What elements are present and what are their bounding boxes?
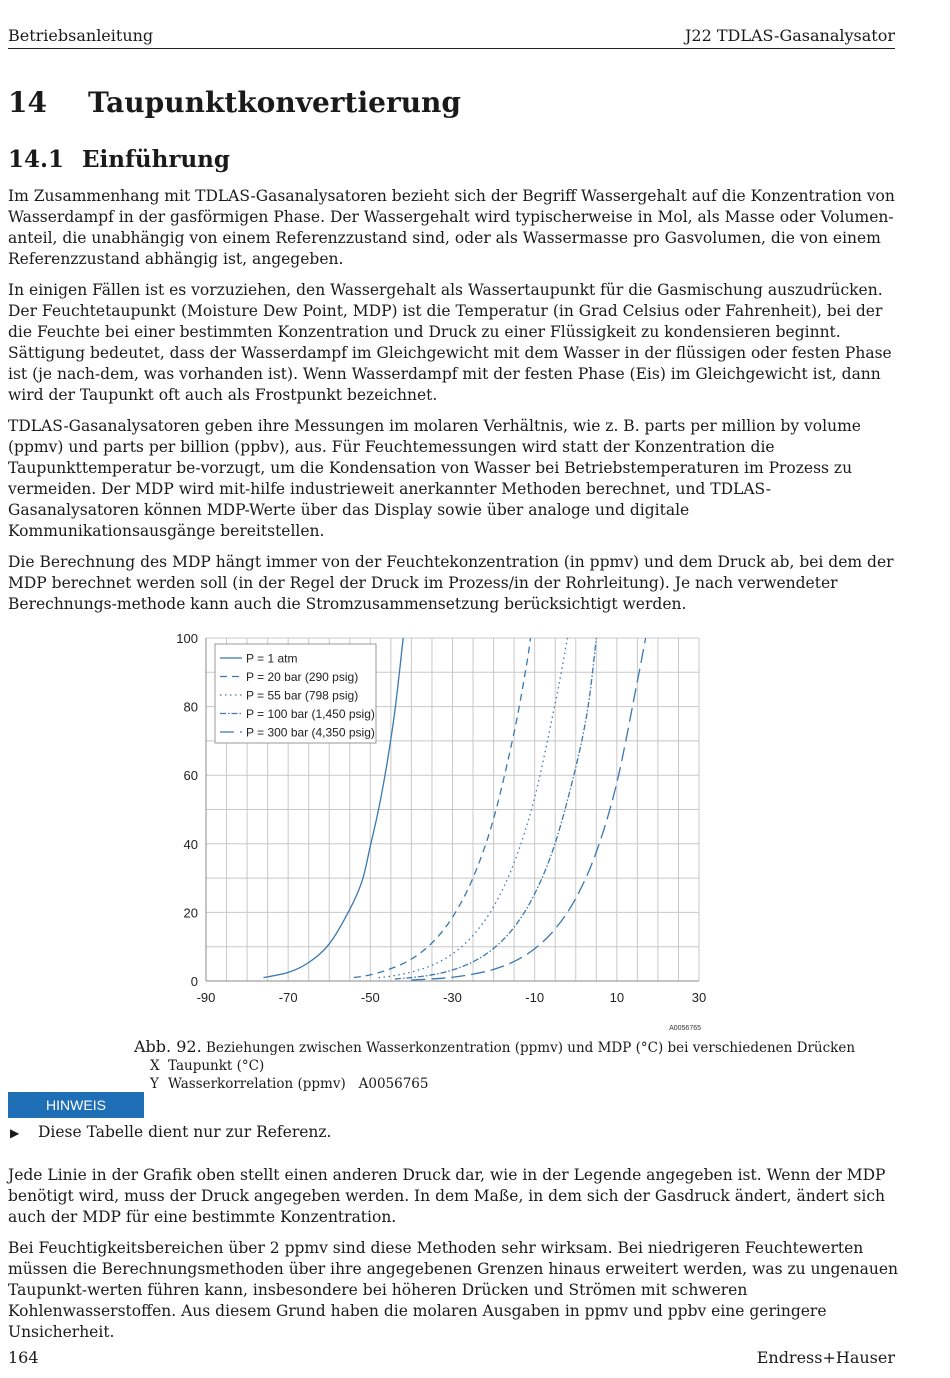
header-doc-type: Betriebsanleitung xyxy=(8,26,154,45)
caption-y-key: Y xyxy=(150,1076,159,1092)
paragraph: TDLAS-Gasanalysatoren geben ihre Messungen im molaren Verhältnis, wie z. B. parts per million by volume (ppmv) und parts per billion (ppbv), aus. Für Feuchtemessungen wird statt der Konzentration die Taupunkttemperatur be-vorzugt, um die Kondensation von Wasser bei Betriebstemperaturen im Prozess zu vermeiden. Der MDP wird mit-hilfe industrieweit anerkannter Methoden berechnet, und TDLAS-Gasanalysatoren können MDP-Werte über das Display sowie über analoge und digitale Kommunikationsausgänge bereitstellen. xyxy=(8,417,861,540)
x-tick-label: 10 xyxy=(609,990,625,1005)
closing-text xyxy=(8,1165,898,1353)
caption-x-label: Taupunkt (°C) xyxy=(168,1058,265,1074)
hinweis-badge: HINWEIS xyxy=(8,1092,144,1118)
paragraph: Die Berechnung des MDP hängt immer von der Feuchtekonzentration (in ppmv) und dem Druck ab, bei dem der MDP berechnet werden soll (in der Regel der Druck im Prozess/in der Rohrleitung). Je nach verwendeter Berechnungs-methode kann auch die Stromzusammensetzung berücksichtigt werden. xyxy=(8,553,894,613)
caption-x-key: X xyxy=(150,1058,160,1074)
caption-figure-id: A0056765 xyxy=(358,1076,429,1092)
y-tick-label: 80 xyxy=(183,699,198,715)
y-tick-label: 60 xyxy=(183,768,198,784)
y-tick-label: 0 xyxy=(190,974,198,989)
chapter-title xyxy=(8,86,461,119)
x-tick-label: 30 xyxy=(691,990,707,1005)
series-line-5 xyxy=(411,638,645,980)
page-header xyxy=(8,26,895,49)
section-title xyxy=(8,146,230,173)
legend-entry: P = 1 atm xyxy=(246,651,298,666)
y-tick-label: 20 xyxy=(183,905,198,921)
caption-text: Beziehungen zwischen Wasserkonzentration (ppmv) und MDP (°C) bei verschiedenen Drücken xyxy=(201,1040,856,1056)
dew-point-chart xyxy=(160,625,720,1035)
brand-name: Endress+Hauser xyxy=(756,1348,895,1367)
x-tick-label: -30 xyxy=(443,990,462,1005)
paragraph: In einigen Fällen ist es vorzuziehen, den Wassergehalt als Wassertaupunkt für die Gasmischung auszudrücken. Der Feuchtetaupunkt (Moisture Dew Point, MDP) ist die Temperatur (in Grad Celsius oder Fahrenheit), bei der die Feuchte bei einer bestimmten Konzentration und Druck zu einer Flüssigkeit zu kondensieren beginnt. Sättigung bedeutet, dass der Wasserdampf im Gleichgewicht mit dem Wasser in der flüssigen oder festen Phase ist (je nach-dem, was vorhanden ist). Wenn Wasserdampf mit der festen Phase (Eis) im Gleichgewicht ist, dann wird der Taupunkt oft auch als Frostpunkt bezeichnet. xyxy=(8,281,892,404)
page-footer xyxy=(8,1348,895,1367)
triangle-right-icon: ▶ xyxy=(10,1126,20,1140)
x-tick-label: -90 xyxy=(196,990,216,1005)
chapter-title-text: Taupunktkonvertierung xyxy=(88,86,461,119)
paragraph: Jede Linie in der Grafik oben stellt einen anderen Druck dar, wie in der Legende angegeben ist. Wenn der MDP benötigt wird, muss der Druck angegeben werden. In dem Maße, in dem sich der Gasdruck ändert, ändert sich auch der MDP für eine bestimmte Konzentration. xyxy=(8,1166,886,1226)
legend-entry: P = 20 bar (290 psig) xyxy=(246,670,359,684)
legend-entry: P = 55 bar (798 psig) xyxy=(246,688,359,703)
series-line-2 xyxy=(354,638,531,978)
paragraph: Im Zusammenhang mit TDLAS-Gasanalysatoren bezieht sich der Begriff Wassergehalt auf die Konzentration von Wasserdampf in der gasförmigen Phase. Der Wassergehalt wird typischerweise in Mol, als Masse oder Volumen-anteil, die unabhängig von einem Referenzzustand sind, oder als Wassermasse pro Gasvolumen, die von einem Referenzzustand abhängig ist, angegeben. xyxy=(8,187,895,268)
legend-entry: P = 100 bar (1,450 psig) xyxy=(246,707,375,721)
x-tick-label: -50 xyxy=(360,990,380,1005)
intro-text xyxy=(8,186,898,625)
page-number: 164 xyxy=(8,1348,39,1367)
chart-svg xyxy=(160,625,720,1035)
section-number: 14.1 xyxy=(8,146,65,173)
paragraph: Bei Feuchtigkeitsbereichen über 2 ppmv sind diese Methoden sehr wirksam. Bei niedrigeren Feuchtewerten müssen die Berechnungsmethoden über ihre angegebenen Grenzen hinaus erweitert werden, was zu ungenauen Taupunkt-werten führen kann, insbesondere bei höheren Drücken und Strömen mit schweren Kohlenwasserstoffen. Aus diesem Grund haben die molaren Ausgaben in ppmv und ppbv eine geringere Unsicherheit. xyxy=(8,1239,898,1341)
x-tick-label: -70 xyxy=(278,990,298,1005)
caption-label: Abb. 92. xyxy=(134,1037,202,1056)
y-tick-label: 40 xyxy=(183,836,198,852)
figure-caption xyxy=(134,1038,855,1093)
hinweis-text: Diese Tabelle dient nur zur Referenz. xyxy=(38,1123,332,1141)
section-title-text: Einführung xyxy=(82,146,230,173)
hinweis-note xyxy=(10,1123,332,1141)
caption-y-label: Wasserkorrelation (ppmv) xyxy=(168,1076,346,1092)
legend-entry: P = 300 bar (4,350 psig) xyxy=(246,725,375,740)
figure-id-label: A0056765 xyxy=(669,1025,701,1032)
x-tick-label: -10 xyxy=(525,990,545,1005)
chapter-number: 14 xyxy=(8,86,47,119)
header-product: J22 TDLAS-Gasanalysator xyxy=(684,26,895,45)
y-tick-label: 100 xyxy=(176,631,198,646)
series-line-4 xyxy=(395,638,596,979)
